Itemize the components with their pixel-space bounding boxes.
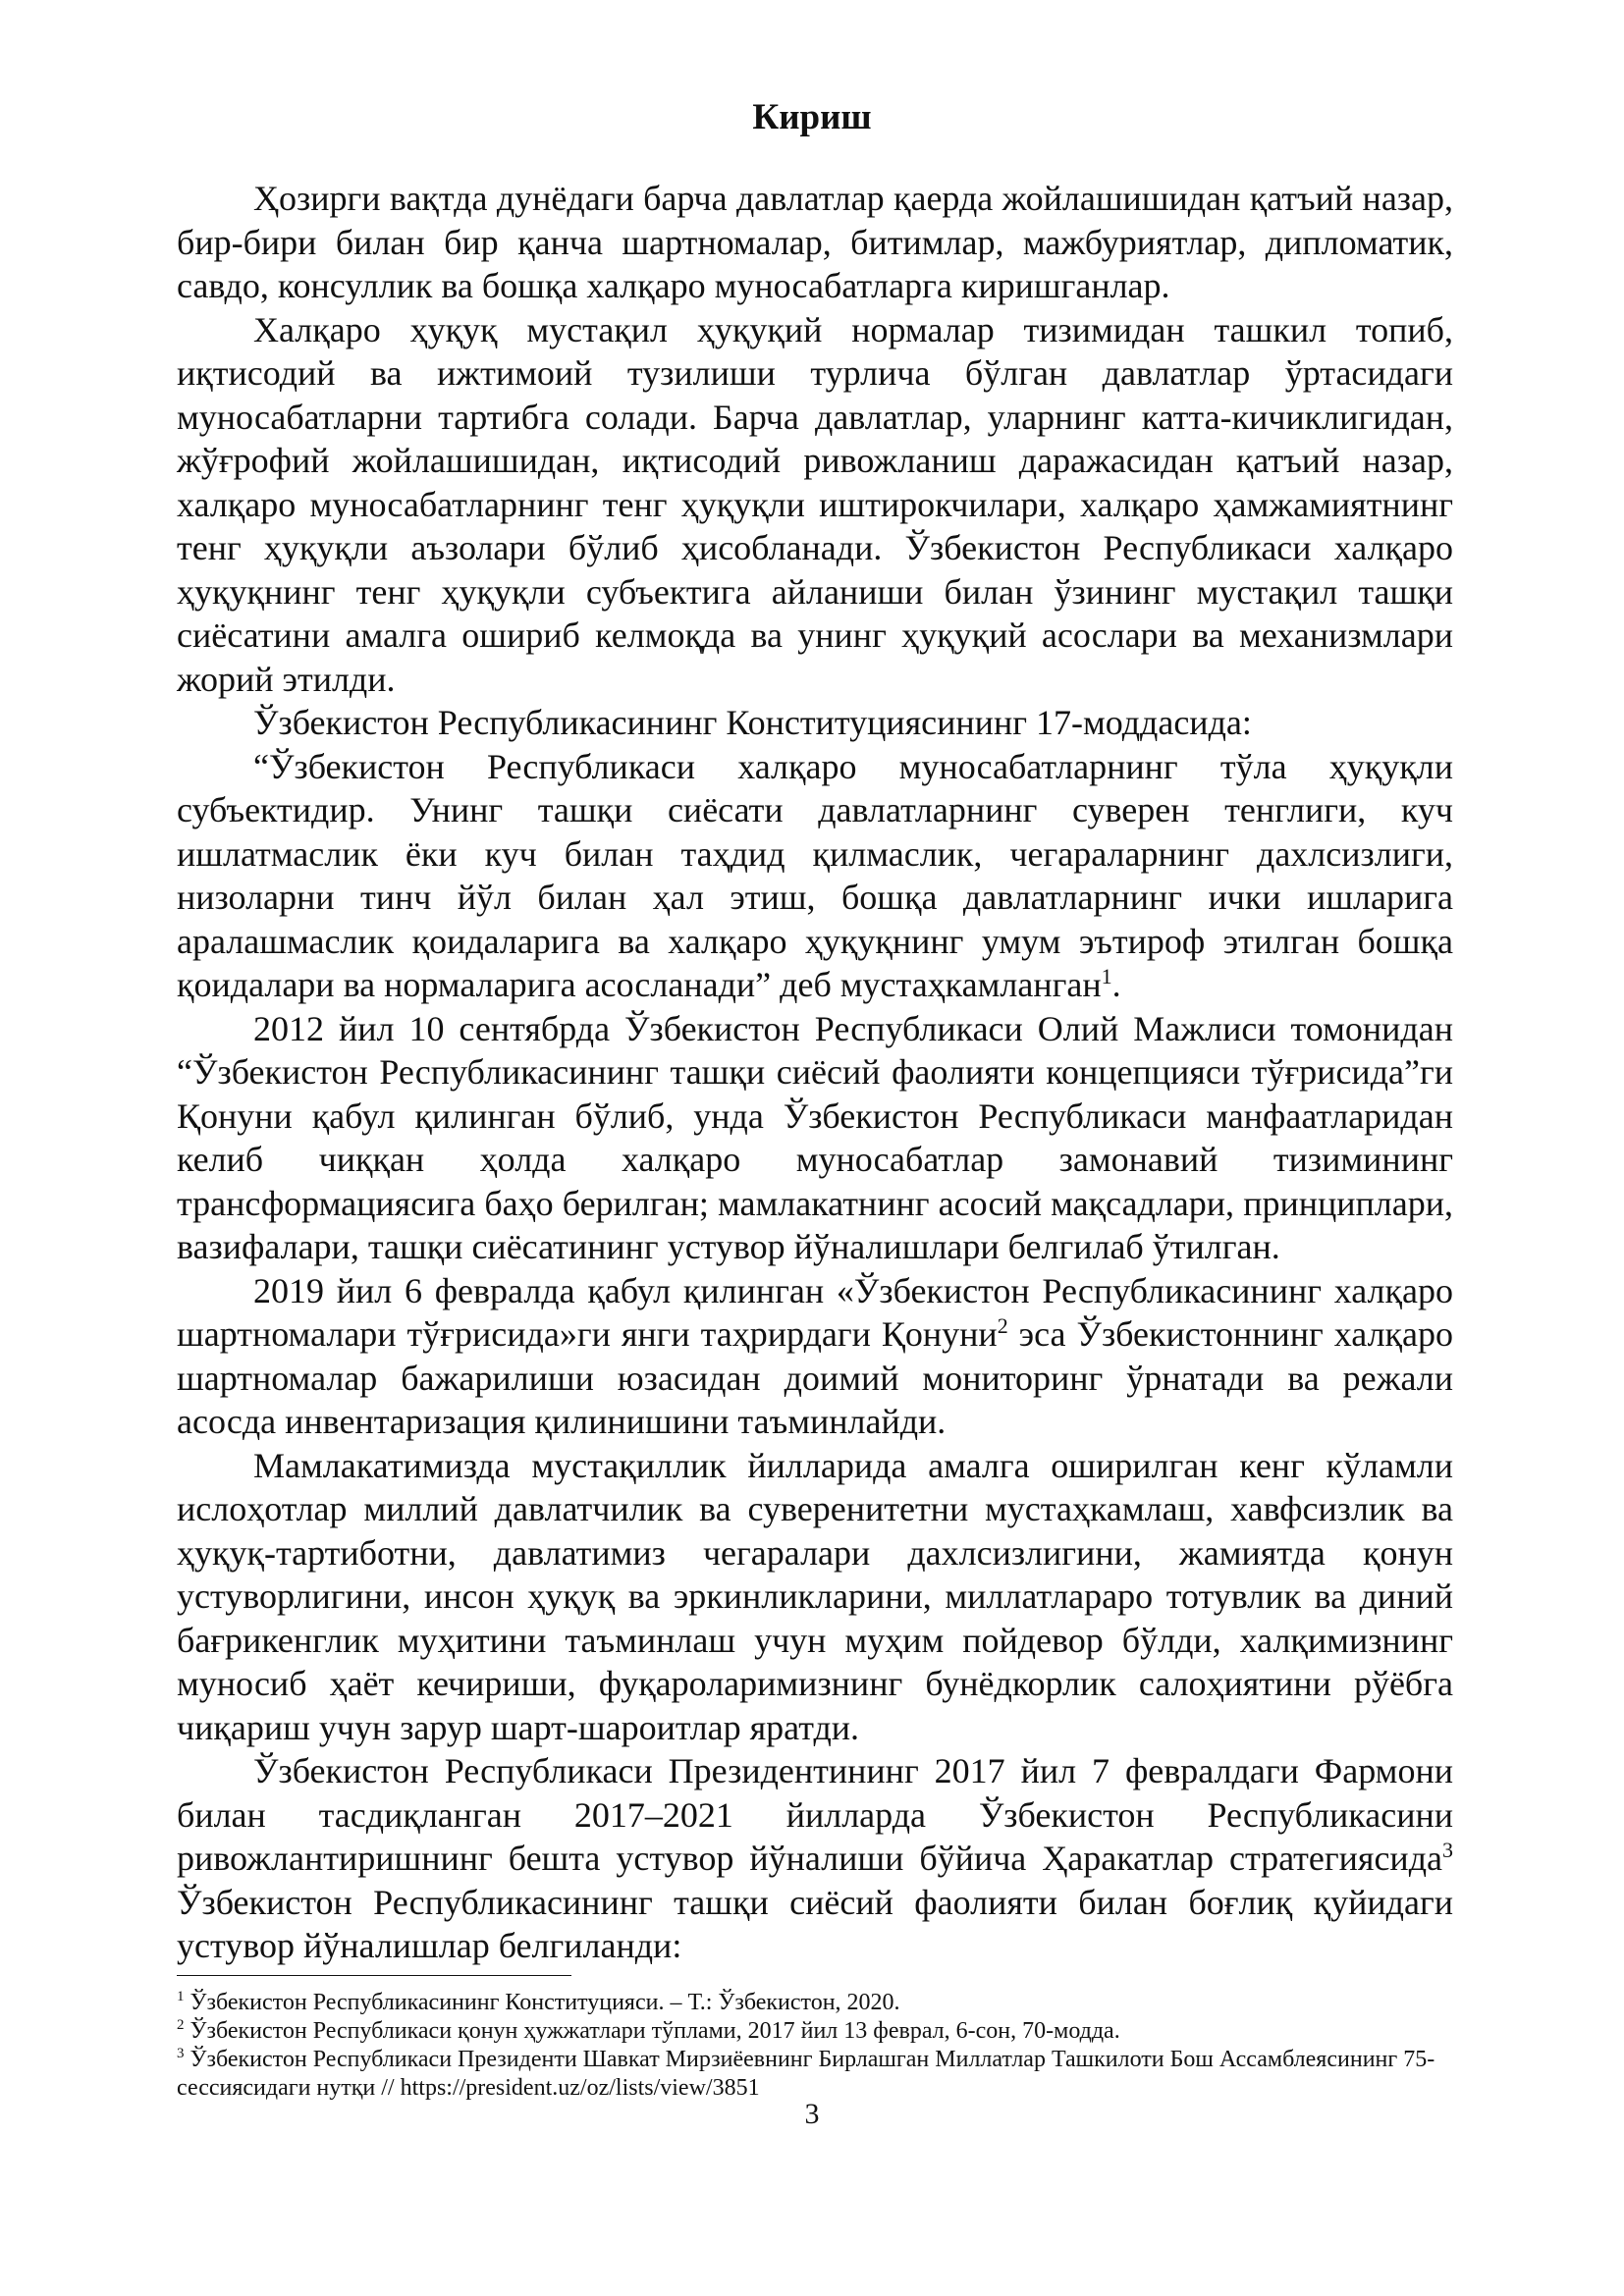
paragraph-text: 2019 йил 6 февралда қабул қилинган «Ўзбекистон Республикасининг халқаро шартномалари тўғрисида»ги янги таҳрирдаги Қонуни xyxy=(177,1270,1453,1354)
paragraph xyxy=(177,1007,1453,1269)
footnote xyxy=(177,1989,1453,2017)
paragraph-text: Ҳозирги вақтда дунёдаги барча давлатлар қаерда жойлашишидан қатъий назар, бир-бири билан бир қанча шартномалар, битимлар, мажбуриятлар, дипломатик, савдо, консуллик ва бошқа халқаро муносабатларга киришганлар. xyxy=(177,179,1453,305)
footnote xyxy=(177,2046,1453,2103)
paragraph-text-after: . xyxy=(1111,965,1121,1004)
footnote-number: 1 xyxy=(177,1989,185,2004)
paragraph-text-after: эса Ўзбекистоннинг халқаро шартномалар бажарилиши юзасидан доимий мониторинг ўрнатади ва режали асосда инвентаризация қилинишини таъминлайди. xyxy=(177,1314,1454,1441)
footnote-ref[interactable]: 3 xyxy=(1442,1838,1453,1862)
page-title: Кириш xyxy=(752,97,872,137)
footnote-divider xyxy=(177,1975,571,1976)
body-text xyxy=(177,177,1453,1968)
footnotes xyxy=(177,1989,1453,2103)
footnote-text: Ўзбекистон Республикаси Президенти Шавкат Мирзиёевнинг Бирлашган Миллатлар Ташкилоти Бош Ассамблеясининг 75-сессиясидаги нутқи // https://president.uz/oz/lists/view/3851 xyxy=(177,2047,1435,2101)
paragraph-text: Мамлакатимизда мустақиллик йилларида амалга оширилган кенг кўламли ислоҳотлар миллий давлатчилик ва суверенитетни мустаҳкамлаш, хавфсизлик ва ҳуқуқ-тартиботни, давлатимиз чегаралари дахлсизлигини, жамиятда қонун устуворлигини, инсон ҳуқуқ ва эркинликларини, миллатлараро тотувлик ва диний бағрикенглик муҳитини таъминлаш учун муҳим пойдевор бўлди, халқимизнинг муносиб ҳаёт кечириши, фуқароларимизнинг бунёдкорлик салоҳиятини рўёбга чиқариш учун зарур шарт-шароитлар яратди. xyxy=(177,1445,1453,1747)
paragraph xyxy=(177,1749,1453,1968)
footnote-text: Ўзбекистон Республикасининг Конституцияси. – Т.: Ўзбекистон, 2020. xyxy=(184,1990,900,2015)
paragraph xyxy=(177,745,1453,1007)
footnote-number: 3 xyxy=(177,2046,185,2061)
paragraph-text-after: Ўзбекистон Республикасининг ташқи сиёсий фаолияти билан боғлиқ қуйидаги устувор йўналишлар белгиланди: xyxy=(177,1882,1453,1965)
paragraph xyxy=(177,701,1453,745)
paragraph xyxy=(177,1269,1453,1444)
footnote-ref[interactable]: 1 xyxy=(1101,964,1112,988)
paragraph-text: Ўзбекистон Республикаси Президентининг 2017 йил 7 февралдаги Фармони билан тасдиқланган 2017–2021 йилларда Ўзбекистон Республикасини ривожлантиришнинг бешта устувор йўналиши бўйича Ҳаракатлар стратегиясида xyxy=(177,1751,1453,1878)
paragraph xyxy=(177,308,1453,702)
footnote-number: 2 xyxy=(177,2017,185,2033)
footnote-ref[interactable]: 2 xyxy=(997,1313,1008,1338)
footnote-text: Ўзбекистон Республикаси қонун ҳужжатлари тўплами, 2017 йил 13 феврал, 6-сон, 70-модда. xyxy=(184,2018,1120,2044)
paragraph-text: Ўзбекистон Республикасининг Конституциясининг 17-моддасида: xyxy=(253,703,1252,742)
paragraph xyxy=(177,177,1453,308)
paragraph xyxy=(177,1444,1453,1750)
paragraph-text: “Ўзбекистон Республикаси халқаро муносабатларнинг тўла ҳуқуқли субъектидир. Унинг ташқи сиёсати давлатларнинг суверен тенглиги, куч ишлатмаслик ёки куч билан таҳдид қилмаслик, чегараларнинг дахлсизлиги, низоларни тинч йўл билан ҳал этиш, бошқа давлатларнинг ички ишларига аралашмаслик қоидаларига ва халқаро ҳуқуқнинг умум эътироф этилган бошқа қоидалари ва нормаларига асосланади” деб мустаҳкамланган xyxy=(177,746,1453,1004)
footnote xyxy=(177,2017,1453,2046)
page-number: 3 xyxy=(804,2098,820,2130)
paragraph-text: 2012 йил 10 сентябрда Ўзбекистон Республикаси Олий Мажлиси томонидан “Ўзбекистон Республикасининг ташқи сиёсий фаолияти концепцияси тўғрисида”ги Қонуни қабул қилинган бўлиб, унда Ўзбекистон Республикаси манфаатларидан келиб чиққан ҳолда халқаро муносабатлар замонавий тизимининг трансформациясига баҳо берилган; мамлакатнинг асосий мақсадлари, принциплари, вазифалари, ташқи сиёсатининг устувор йўналишлари белгилаб ўтилган. xyxy=(177,1008,1453,1266)
paragraph-text: Халқаро ҳуқуқ мустақил ҳуқуқий нормалар тизимидан ташкил топиб, иқтисодий ва ижтимоий тузилиши турлича бўлган давлатлар ўртасидаги муносабатларни тартибга солади. Барча давлатлар, уларнинг катта-кичиклигидан, жўғрофий жойлашишидан, иқтисодий ривожланиш даражасидан қатъий назар, халқаро муносабатларнинг тенг ҳуқуқли иштирокчилари, халқаро ҳамжамиятнинг тенг ҳуқуқли аъзолари бўлиб ҳисобланади. Ўзбекистон Республикаси халқаро ҳуқуқнинг тенг ҳуқуқли субъектига айланиши билан ўзининг мустақил ташқи сиёсатини амалга ошириб келмоқда ва унинг ҳуқуқий асослари ва механизмлари жорий этилди. xyxy=(177,309,1453,699)
